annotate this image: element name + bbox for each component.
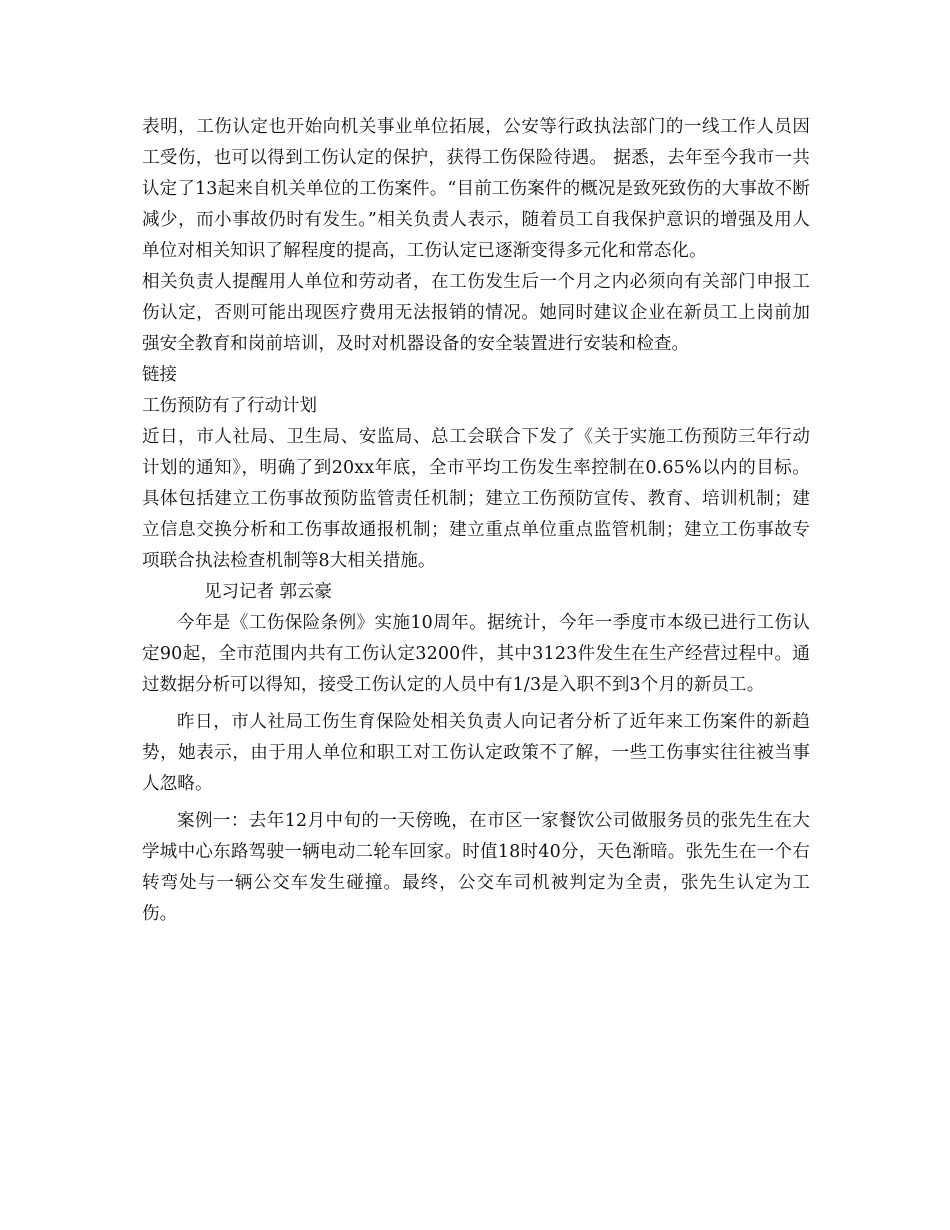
paragraph-new-trends: 昨日，市人社局工伤生育保险处相关负责人向记者分析了近年来工伤案件的新趋势，她表示，由于用人单位和职工对工伤认定政策不了解，一些工伤事实往往被当事人忽略。 [142,712,810,794]
link-label: 链接 [142,365,177,385]
section-subheading: 工伤预防有了行动计划 [142,396,317,416]
paragraph-case-one: 案例一：去年12月中旬的一天傍晚，在市区一家餐饮公司做服务员的张先生在大学城中心东路驾驶一辆电动二轮车回家。时值18时40分，天色渐暗。张先生在一个右转弯处与一辆公交车发生碰撞。最终，公交车司机被判定为全责，张先生认定为工伤。 [142,811,810,924]
reporter-byline: 见习记者 郭云豪 [204,582,333,602]
paragraph-action-plan: 近日，市人社局、卫生局、安监局、总工会联合下发了《关于实施工伤预防三年行动计划的通知》，明确了到20xx年底，全市平均工伤发生率控制在0.65%以内的目标。具体包括建立工伤事故预防监管责任机制；建立工伤预防宣传、教育、培训机制；建立信息交换分析和工伤事故通报机制；建立重点单位重点监管机制；建立工伤事故专项联合执法检查机制等8大相关措施。 [142,427,810,571]
paragraph-reporting-reminder: 相关负责人提醒用人单位和劳动者，在工伤发生后一个月之内必须向有关部门申报工伤认定，否则可能出现医疗费用无法报销的情况。她同时建议企业在新员工上岗前加强安全教育和岗前培训，及时对机器设备的安全装置进行安装和检查。 [142,272,810,354]
paragraph-work-injury-expansion: 表明，工伤认定也开始向机关事业单位拓展，公安等行政执法部门的一线工作人员因工受伤，也可以得到工伤认定的保护，获得工伤保险待遇。 据悉，去年至今我市一共认定了13起来自机关单位的工伤案件。“目前工伤案件的概况是致死致伤的大事故不断减少，而小事故仍时有发生。”相关负责人表示，随着员工自我保护意识的增强及用人单位对相关知识了解程度的提高，工伤认定已逐渐变得多元化和常态化。 [142,117,810,261]
paragraph-statistics: 今年是《工伤保险条例》实施10周年。据统计，今年一季度市本级已进行工伤认定90起，全市范围内共有工伤认定3200件，其中3123件发生在生产经营过程中。通过数据分析可以得知，接受工伤认定的人员中有1/3是入职不到3个月的新员工。 [142,613,810,695]
